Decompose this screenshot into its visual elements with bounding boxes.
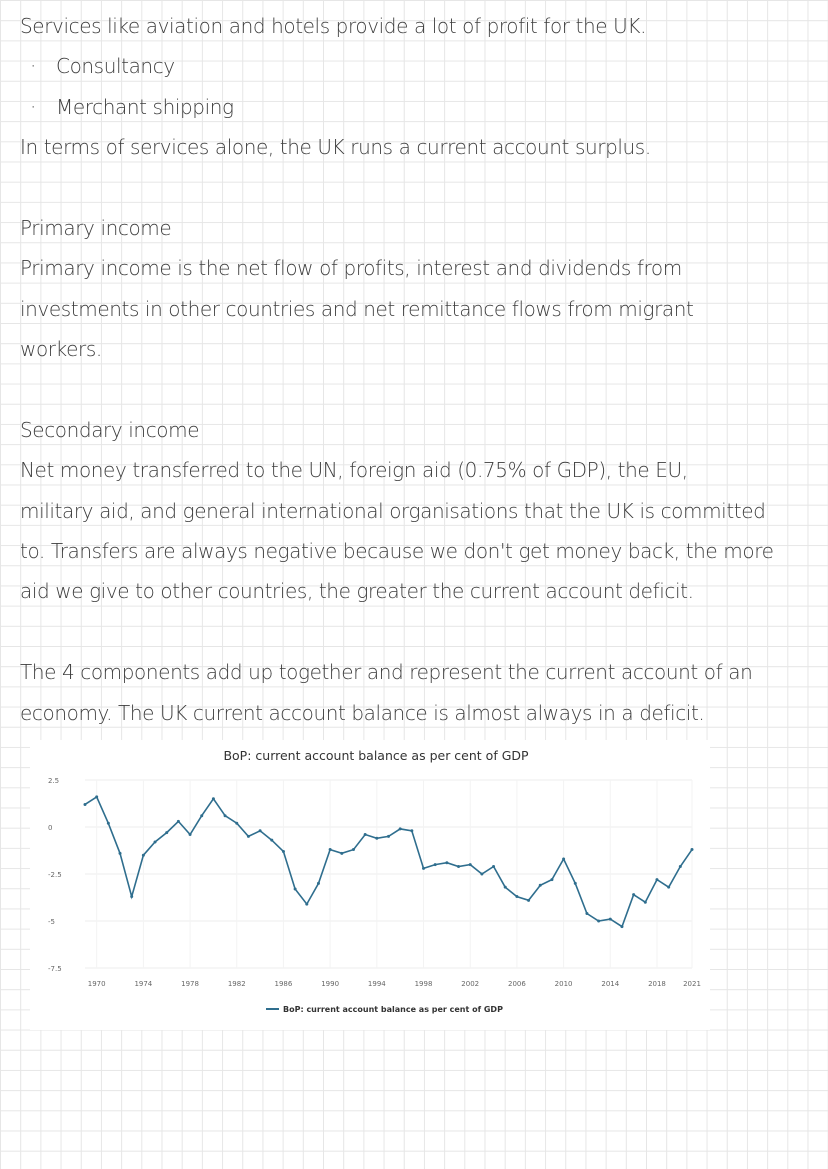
y-tick-label: -5: [48, 918, 55, 926]
data-point: [609, 918, 612, 921]
data-point: [655, 878, 658, 881]
data-point: [375, 837, 378, 840]
data-point: [632, 893, 635, 896]
data-point: [574, 882, 577, 885]
x-tick-label: 1978: [181, 980, 199, 988]
chart-legend: [266, 1005, 503, 1014]
data-point: [410, 829, 413, 832]
data-point: [189, 833, 192, 836]
line-chart-svg: [30, 740, 710, 1030]
data-point: [480, 873, 483, 876]
chart-title: BoP: current account balance as per cent of GDP: [223, 748, 529, 763]
data-point: [142, 854, 145, 857]
x-tick-label: 1982: [227, 980, 246, 988]
x-tick-label: 1994: [367, 980, 386, 988]
data-point: [515, 895, 518, 898]
x-tick-label: 2010: [554, 980, 573, 988]
data-point: [235, 822, 238, 825]
data-point: [294, 888, 297, 891]
primary-income-text: Primary income is the net flow of profits, interest and dividends from: [20, 256, 682, 281]
data-point: [282, 850, 285, 853]
data-point: [679, 865, 682, 868]
x-tick-label: 1970: [87, 980, 106, 988]
data-point: [224, 814, 227, 817]
summary-text: The 4 components add up together and represent the current account of an: [20, 660, 753, 685]
handwritten-notes: [20, 6, 810, 733]
bullet-dot: ·: [30, 94, 36, 119]
data-point: [329, 848, 332, 851]
bullet-consultancy: [20, 46, 810, 86]
data-point: [504, 886, 507, 889]
x-tick-label: 2006: [507, 980, 526, 988]
x-tick-label: 2021: [683, 980, 701, 988]
series-line: [85, 797, 692, 927]
data-point: [212, 797, 215, 800]
data-point: [317, 882, 320, 885]
secondary-income-heading: Secondary income: [20, 417, 200, 442]
data-point: [691, 848, 694, 851]
bullet-text: Consultancy: [56, 54, 175, 79]
x-tick-label: 1990: [321, 980, 340, 988]
data-point: [84, 803, 87, 806]
legend-label: BoP: current account balance as per cent of GDP: [283, 1005, 503, 1014]
data-point: [620, 925, 623, 928]
x-tick-label: 1974: [134, 980, 153, 988]
data-point: [177, 820, 180, 823]
chart-series: [84, 795, 694, 928]
data-point: [119, 852, 122, 855]
data-point: [399, 827, 402, 830]
data-point: [469, 863, 472, 866]
x-axis: [88, 980, 701, 988]
current-account-chart: [30, 740, 710, 1030]
data-point: [387, 835, 390, 838]
data-point: [457, 865, 460, 868]
data-point: [445, 861, 448, 864]
primary-income-heading: Primary income: [20, 215, 172, 240]
data-point: [200, 814, 203, 817]
data-point: [95, 795, 98, 798]
y-tick-label: -2.5: [48, 871, 62, 879]
summary-text: economy. The UK current account balance is almost always in a deficit.: [20, 700, 705, 725]
data-point: [352, 848, 355, 851]
services-profit-line: Services like aviation and hotels provide a lot of profit for the UK.: [20, 14, 647, 38]
y-tick-label: -7.5: [48, 965, 62, 973]
data-point: [107, 822, 110, 825]
data-point: [130, 895, 133, 898]
x-tick-label: 1986: [274, 980, 293, 988]
data-point: [434, 863, 437, 866]
primary-income-text: investments in other countries and net remittance flows from migrant: [20, 296, 694, 321]
x-tick-label: 2014: [601, 980, 620, 988]
data-point: [154, 841, 157, 844]
bullet-dot: ·: [30, 54, 36, 79]
data-point: [305, 903, 308, 906]
y-tick-label: 0: [48, 824, 53, 832]
bullet-merchant-shipping: [20, 87, 810, 127]
secondary-income-text: Net money transferred to the UN, foreign aid (0.75% of GDP), the EU,: [20, 458, 688, 483]
data-point: [364, 833, 367, 836]
x-tick-label: 1998: [414, 980, 433, 988]
data-point: [550, 878, 553, 881]
data-point: [644, 901, 647, 904]
y-axis: [48, 777, 62, 973]
data-point: [492, 865, 495, 868]
chart-grid: [85, 780, 692, 968]
data-point: [585, 912, 588, 915]
x-tick-label: 2002: [461, 980, 480, 988]
secondary-income-text: to. Transfers are always negative because we don't get money back, the more: [20, 539, 774, 564]
x-tick-label: 2018: [648, 980, 666, 988]
secondary-income-text: aid we give to other countries, the greater the current account deficit.: [20, 579, 694, 604]
data-point: [247, 835, 250, 838]
data-point: [562, 857, 565, 860]
services-surplus-line: In terms of services alone, the UK runs a current account surplus.: [20, 135, 651, 160]
secondary-income-text: military aid, and general international organisations that the UK is committed: [20, 498, 766, 523]
bullet-text: Merchant shipping: [56, 94, 234, 119]
data-point: [527, 899, 530, 902]
primary-income-text: workers.: [20, 337, 102, 362]
data-point: [165, 831, 168, 834]
data-point: [597, 920, 600, 923]
data-point: [422, 867, 425, 870]
data-point: [270, 839, 273, 842]
data-point: [539, 884, 542, 887]
data-point: [340, 852, 343, 855]
data-point: [259, 829, 262, 832]
data-point: [667, 886, 670, 889]
y-tick-label: 2.5: [48, 777, 60, 785]
